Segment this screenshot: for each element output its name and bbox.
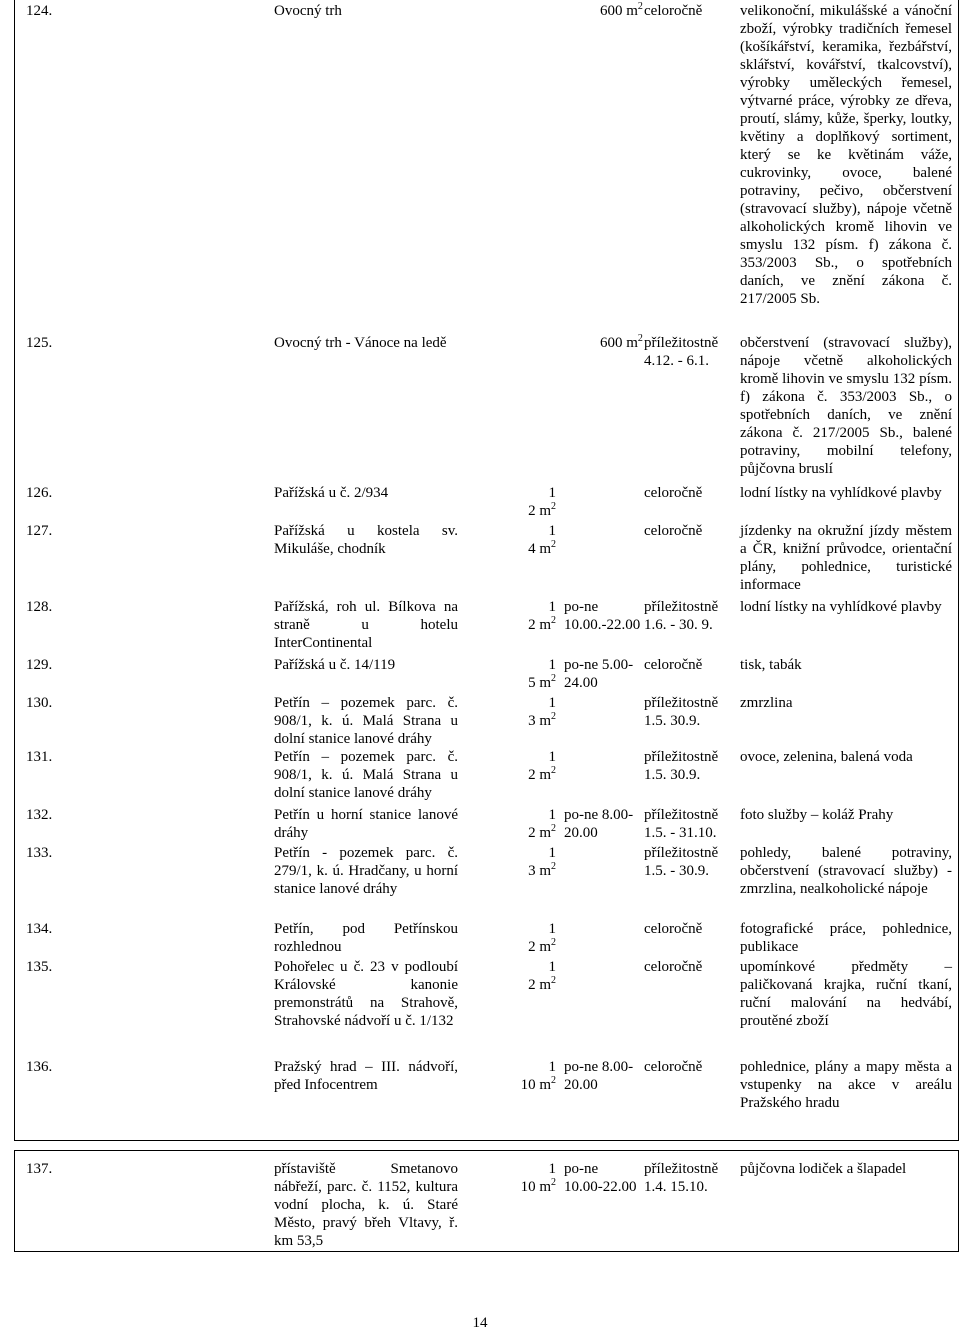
location-cell: Petřín - pozemek parc. č. 279/1, k. ú. Hradčany, u horní stanice lanové dráhy xyxy=(274,845,458,897)
area-text: 2 m xyxy=(528,503,551,519)
area-text: 2 m xyxy=(528,977,551,993)
area-value xyxy=(484,938,556,956)
location-cell: Pařížská, roh ul. Bílkova na straně u hotelu InterContinental xyxy=(274,599,458,651)
opening-hours-cell: po-ne 10.00.-22.00 xyxy=(564,599,641,633)
area-unit-exponent: 2 xyxy=(551,823,556,834)
count-value: 1 xyxy=(548,921,556,937)
area-cell xyxy=(484,806,556,842)
area-value xyxy=(484,824,556,842)
period-cell: příležitostně 1.5. - 30.9. xyxy=(644,845,719,879)
area-unit-exponent: 2 xyxy=(551,539,556,550)
opening-hours-cell: po-ne 10.00-22.00 xyxy=(564,1161,637,1195)
area-unit-exponent: 2 xyxy=(551,861,556,872)
count-value: 1 xyxy=(548,695,556,711)
count-value: 1 xyxy=(548,1161,556,1177)
row-number: 134. xyxy=(26,921,53,937)
goods-cell: tisk, tabák xyxy=(740,657,802,673)
page-number: 14 xyxy=(472,1315,488,1331)
area-unit-exponent: 2 xyxy=(637,333,643,344)
area-value xyxy=(484,616,556,634)
row-number: 129. xyxy=(26,657,53,673)
row-number: 130. xyxy=(26,695,53,711)
count-value: 1 xyxy=(548,523,556,539)
count-value: 1 xyxy=(548,959,556,975)
period-cell: příležitostně 4.12. - 6.1. xyxy=(644,335,719,369)
area-unit-exponent: 2 xyxy=(551,1177,556,1188)
goods-cell: velikonoční, mikulášské a vánoční zboží, výrobky tradičních řemesel (košíkářství, keramika, řezbářství, sklářství, kovářství, tkalcovství), výrobky uměleckých řemesel, výtvarné práce, výrobky ze dřeva, proutí, slámy, kůže, šperky, loutky, květiny a doplňkový sortiment, který se ke květinám váže, cukrovinky, ovoce, balené potraviny, pečivo, občerstvení (stravovací služby), nápoje včetně alkoholických kromě lihovin ve smyslu 132 písm. f) zákona č. 353/2003 Sb., o spotřebních daních, ve znění zákona č. 217/2005 Sb. xyxy=(740,3,952,307)
row-number: 133. xyxy=(26,845,53,861)
opening-hours-cell: po-ne 5.00-24.00 xyxy=(564,657,634,691)
period-cell: celoročně xyxy=(644,657,703,673)
area-text: 600 m xyxy=(600,335,638,351)
area-value xyxy=(484,1178,556,1196)
row-number: 137. xyxy=(26,1161,53,1177)
area-unit-exponent: 2 xyxy=(637,1,643,12)
area-text: 10 m xyxy=(520,1077,551,1093)
area-cell xyxy=(484,598,556,634)
location-cell: Pražský hrad – III. nádvoří, před Infocentrem xyxy=(274,1059,458,1093)
period-cell: celoročně xyxy=(644,921,703,937)
location-cell: Pařížská u kostela sv. Mikuláše, chodník xyxy=(274,523,458,557)
area-unit-exponent: 2 xyxy=(551,1075,556,1086)
area-cell xyxy=(484,1058,556,1094)
area-text: 4 m xyxy=(528,541,551,557)
period-cell: příležitostně 1.5. 30.9. xyxy=(644,749,719,783)
goods-cell: zmrzlina xyxy=(740,695,793,711)
area-cell xyxy=(484,1160,556,1196)
goods-cell: foto služby – koláž Prahy xyxy=(740,807,894,823)
row-number: 126. xyxy=(26,485,53,501)
goods-cell: lodní lístky na vyhlídkové plavby xyxy=(740,599,942,615)
area-value xyxy=(484,674,556,692)
opening-hours-cell: po-ne 8.00-20.00 xyxy=(564,807,634,841)
location-cell: Pařížská u č. 2/934 xyxy=(274,485,389,501)
area-cell xyxy=(484,920,556,956)
count-value: 1 xyxy=(548,807,556,823)
period-cell: celoročně xyxy=(644,1059,703,1075)
goods-cell: půjčovna lodiček a šlapadel xyxy=(740,1161,907,1177)
area-value xyxy=(484,862,556,880)
row-number: 132. xyxy=(26,807,53,823)
area-unit-exponent: 2 xyxy=(551,673,556,684)
area-text: 600 m xyxy=(600,3,638,19)
area-unit-exponent: 2 xyxy=(551,501,556,512)
count-value: 1 xyxy=(548,657,556,673)
area-value xyxy=(484,712,556,730)
count-value: 1 xyxy=(548,845,556,861)
count-value: 1 xyxy=(548,485,556,501)
area-cell xyxy=(484,484,556,520)
goods-cell: lodní lístky na vyhlídkové plavby xyxy=(740,485,942,501)
goods-cell: pohledy, balené potraviny, občerstvení (stravovací služby) - zmrzlina, nealkoholické nápoje xyxy=(740,845,952,897)
area-cell xyxy=(484,522,556,558)
row-number: 136. xyxy=(26,1059,53,1075)
location-cell: Pařížská u č. 14/119 xyxy=(274,657,396,673)
area-cell xyxy=(484,958,556,994)
goods-cell: fotografické práce, pohlednice, publikace xyxy=(740,921,952,955)
goods-cell: pohlednice, plány a mapy města a vstupenky na akce v areálu Pražského hradu xyxy=(740,1059,952,1111)
area-cell xyxy=(484,656,556,692)
row-number: 124. xyxy=(26,3,53,19)
area-text: 5 m xyxy=(528,675,551,691)
area-unit-exponent: 2 xyxy=(551,711,556,722)
area-cell xyxy=(484,694,556,730)
goods-cell: upomínkové předměty – paličkovaná krajka, ruční tkaní, ruční malování na hedvábí, proutěné zboží xyxy=(740,959,952,1029)
count-value: 1 xyxy=(548,749,556,765)
area-text: 2 m xyxy=(528,617,551,633)
area-text: 2 m xyxy=(528,825,551,841)
area-cell xyxy=(484,844,556,880)
area-unit-exponent: 2 xyxy=(551,615,556,626)
period-cell: příležitostně 1.6. - 30. 9. xyxy=(644,599,719,633)
area-cell xyxy=(484,748,556,784)
opening-hours-cell: po-ne 8.00-20.00 xyxy=(564,1059,634,1093)
goods-cell: občerstvení (stravovací služby), nápoje včetně alkoholických kromě lihovin ve smyslu 132 písm. f) zákona č. 353/2003 Sb., o spotřebních daních, ve znění zákona č. 217/2005 Sb., balené potraviny, mobilní telefony, půjčovna bruslí xyxy=(740,335,952,477)
period-cell: celoročně xyxy=(644,3,703,19)
area-value xyxy=(484,1076,556,1094)
area-text: 2 m xyxy=(528,767,551,783)
location-cell: Pohořelec u č. 23 v podloubí Královské kanonie premonstrátů na Strahově, Strahovské nádvoří u č. 1/132 xyxy=(274,959,458,1029)
location-cell: Petřín u horní stanice lanové dráhy xyxy=(274,807,458,841)
area-value xyxy=(484,976,556,994)
area-value xyxy=(484,766,556,784)
area-text: 10 m xyxy=(520,1179,551,1195)
area-unit-exponent: 2 xyxy=(551,765,556,776)
area-text: 3 m xyxy=(528,863,551,879)
row-number: 131. xyxy=(26,749,53,765)
period-cell: příležitostně 1.5. - 31.10. xyxy=(644,807,719,841)
row-number: 127. xyxy=(26,523,53,539)
area-text: 2 m xyxy=(528,939,551,955)
location-cell: Ovocný trh - Vánoce na ledě xyxy=(274,335,447,351)
period-cell: příležitostně 1.5. 30.9. xyxy=(644,695,719,729)
area-unit-exponent: 2 xyxy=(551,937,556,948)
row-number: 125. xyxy=(26,335,53,351)
row-number: 128. xyxy=(26,599,53,615)
row-number: 135. xyxy=(26,959,53,975)
count-value: 1 xyxy=(548,599,556,615)
location-cell: přístaviště Smetanovo nábřeží, parc. č. 1152, kultura vodní plocha, k. ú. Staré Město, pravý břeh Vltavy, ř. km 53,5 xyxy=(274,1161,458,1249)
location-cell: Petřín, pod Petřínskou rozhlednou xyxy=(274,921,458,955)
area-unit-exponent: 2 xyxy=(551,975,556,986)
location-cell: Ovocný trh xyxy=(274,3,342,19)
goods-cell: ovoce, zelenina, balená voda xyxy=(740,749,913,765)
area-value xyxy=(484,540,556,558)
location-cell: Petřín – pozemek parc. č. 908/1, k. ú. Malá Strana u dolní stanice lanové dráhy xyxy=(274,695,458,747)
goods-cell: jízdenky na okružní jízdy městem a ČR, knižní průvodce, orientační plány, pohlednice, turistické informace xyxy=(740,523,952,593)
count-value: 1 xyxy=(548,1059,556,1075)
location-cell: Petřín – pozemek parc. č. 908/1, k. ú. Malá Strana u dolní stanice lanové dráhy xyxy=(274,749,458,801)
period-cell: celoročně xyxy=(644,523,703,539)
area-value xyxy=(484,502,556,520)
period-cell: celoročně xyxy=(644,959,703,975)
period-cell: příležitostně 1.4. 15.10. xyxy=(644,1161,719,1195)
area-text: 3 m xyxy=(528,713,551,729)
period-cell: celoročně xyxy=(644,485,703,501)
